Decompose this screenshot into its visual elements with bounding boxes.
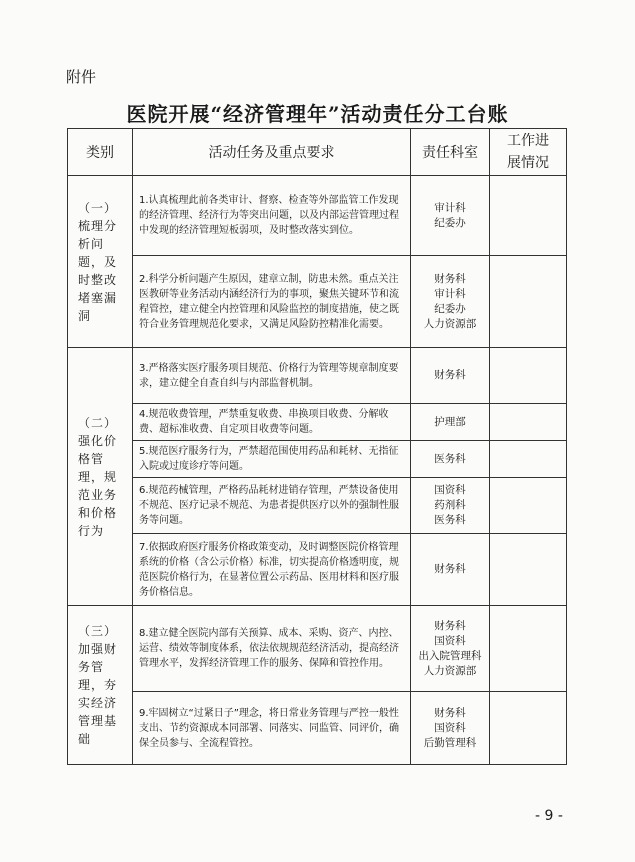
department-cell [411, 692, 490, 765]
task-cell: 2.科学分析问题产生原因，建章立制，防患未然。重点关注医教研等业务活动内涵经济行为的事项，聚焦关键环节和流程管控，建立健全内控管理和风险监控的制度措施，使之既符合业务管理规范化要求，又满足风险防控精准化需要。 [133, 256, 411, 348]
department-name: 财务科 [434, 272, 466, 285]
category-cell: （一）梳理分析问题，及时整改堵塞漏洞 [68, 176, 133, 348]
table-row [68, 692, 567, 765]
task-cell: 9.牢固树立“过紧日子”理念，将日常业务管理与严控一般性支出、节约资源成本同部署、同落实、同监管、同评价，确保全员参与、全流程管控。 [133, 692, 411, 765]
task-cell: 8.建立健全医院内部有关预算、成本、采购、资产、内控、运营、绩效等制度体系，依法依规规范经济活动，提高经济管理水平，发挥经济管理工作的服务、保障和管控作用。 [133, 606, 411, 692]
progress-cell [490, 441, 567, 478]
header-progress-line: 展情况 [507, 155, 549, 171]
department-cell [411, 441, 490, 478]
task-cell: 7.依据政府医疗服务价格政策变动，及时调整医院价格管理系统的价格（含公示价格）标准，切实提高价格透明度，规范医院价格行为，在显著位置公示药品、医用材料和医疗服务价格信息。 [133, 534, 411, 606]
department-name: 审计科 [434, 287, 466, 300]
table-row [68, 478, 567, 534]
department-name: 人力资源部 [423, 664, 477, 677]
table-row [68, 348, 567, 404]
progress-cell [490, 176, 567, 256]
header-progress-line: 工作进 [507, 133, 549, 149]
table-row [68, 606, 567, 692]
department-name: 财务科 [434, 706, 466, 719]
progress-cell [490, 606, 567, 692]
category-cell: （二）强化价格管理，规范业务和价格行为 [68, 348, 133, 606]
progress-cell [490, 692, 567, 765]
department-cell [411, 348, 490, 404]
department-cell [411, 404, 490, 441]
attachment-label: 附件 [66, 68, 97, 86]
responsibility-table [67, 128, 567, 765]
category-cell: （三）加强财务管理，夯实经济管理基础 [68, 606, 133, 765]
department-name: 国资科 [434, 634, 466, 647]
department-cell [411, 606, 490, 692]
table-row [68, 534, 567, 606]
progress-cell [490, 404, 567, 441]
task-cell: 6.规范药械管理，严格药品耗材进销存管理，严禁设备使用不规范、医疗记录不规范、为患者提供医疗以外的强制性服务等问题。 [133, 478, 411, 534]
table-row [68, 256, 567, 348]
department-name: 国资科 [434, 721, 466, 734]
header-department: 责任科室 [411, 129, 490, 176]
header-row [68, 129, 567, 176]
task-cell: 4.规范收费管理，严禁重复收费、串换项目收费、分解收费、超标准收费、自定项目收费等问题。 [133, 404, 411, 441]
table-row [68, 404, 567, 441]
department-name: 财务科 [434, 619, 466, 632]
department-name: 纪委办 [434, 302, 466, 315]
page-number: - 9 - [535, 808, 563, 824]
table-row [68, 176, 567, 256]
progress-cell [490, 256, 567, 348]
progress-cell [490, 478, 567, 534]
document-title: 医院开展“经济管理年”活动责任分工台账 [126, 102, 509, 126]
department-name: 后勤管理科 [423, 736, 477, 749]
task-cell: 3.严格落实医疗服务项目规范、价格行为管理等规章制度要求，建立健全自查自纠与内部监督机制。 [133, 348, 411, 404]
department-name: 人力资源部 [423, 317, 477, 330]
department-name: 护理部 [434, 415, 466, 428]
department-name: 财务科 [434, 563, 466, 575]
department-cell [411, 256, 490, 348]
department-cell [411, 478, 490, 534]
department-cell [411, 176, 490, 256]
department-name: 医务科 [434, 452, 466, 465]
header-tasks: 活动任务及重点要求 [133, 129, 411, 176]
task-cell: 1.认真梳理此前各类审计、督察、检查等外部监管工作发现的经济管理、经济行为等突出问题，以及内部运营管理过程中发现的经济管理短板弱项，及时整改落实到位。 [133, 176, 411, 256]
table-row [68, 441, 567, 478]
progress-cell [490, 348, 567, 404]
header-category: 类别 [68, 129, 133, 176]
department-name: 出入院管理科 [418, 649, 482, 662]
department-name: 审计科 [434, 201, 466, 214]
department-cell [411, 534, 490, 606]
department-name: 医务科 [434, 514, 466, 526]
task-cell: 5.规范医疗服务行为，严禁超范围使用药品和耗材、无指征入院或过度诊疗等问题。 [133, 441, 411, 478]
department-name: 财务科 [434, 369, 466, 381]
department-name: 国资科 [434, 484, 466, 496]
department-name: 纪委办 [434, 216, 466, 229]
progress-cell [490, 534, 567, 606]
department-name: 药剂科 [434, 499, 466, 511]
header-progress [490, 129, 567, 176]
